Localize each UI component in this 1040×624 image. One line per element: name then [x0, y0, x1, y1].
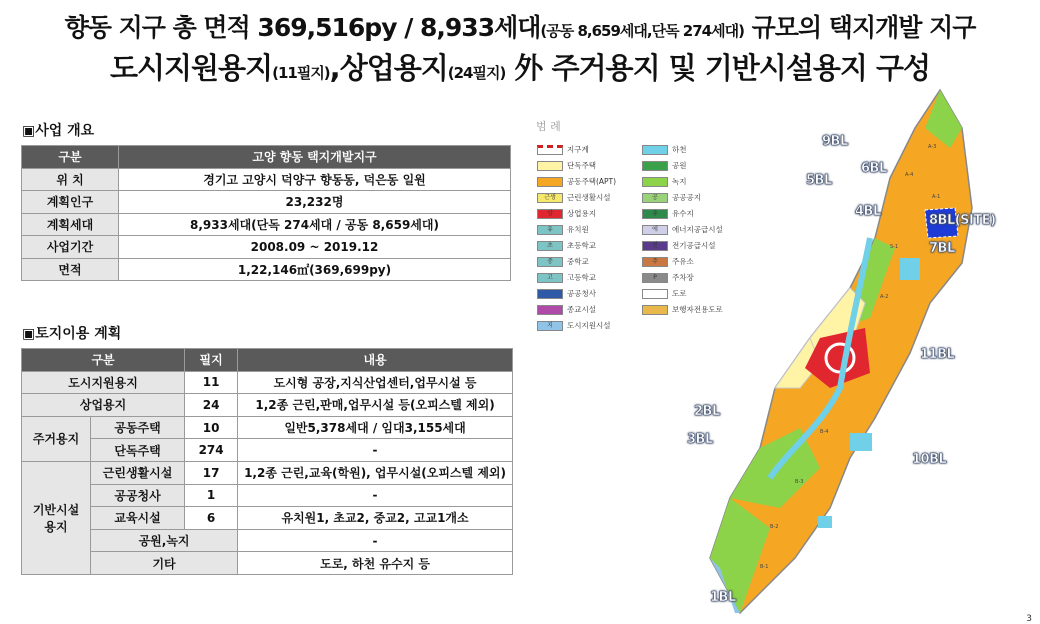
row-value: 2008.09 ~ 2019.12: [119, 236, 511, 259]
table-row: [22, 213, 511, 236]
row-content: 도로, 하천 유수지 등: [238, 552, 513, 575]
legend-label: 에너지공급시설: [672, 225, 723, 234]
school-block: [818, 516, 832, 528]
legend-swatch: [642, 145, 668, 155]
col-header: 필지: [185, 349, 238, 372]
map-zone-label: B-4: [820, 429, 829, 435]
row-value: 23,232명: [119, 191, 511, 214]
legend-item: [537, 208, 596, 220]
map-zone-label: B-1: [760, 564, 769, 570]
legend-swatch: [537, 161, 563, 171]
row-label: 면적: [22, 258, 119, 281]
legend-label: 종교시설: [567, 305, 596, 314]
row-label: 근린생활시설: [91, 461, 185, 484]
table-row: [22, 191, 511, 214]
legend-swatch: P: [642, 273, 668, 283]
title-line-2: 도시지원용지(11필지),상업용지(24필지) 外 주거용지 및 기반시설용지 구성: [110, 51, 930, 85]
legend-label: 공공공지: [672, 193, 701, 202]
map-zone-label: S-1: [890, 244, 899, 250]
legend-label: 녹지: [672, 177, 687, 186]
table-row: [22, 236, 511, 259]
block-label-5bl: 5BL: [806, 173, 832, 188]
row-value: 8,933세대(단독 274세대 / 공동 8,659세대): [119, 213, 511, 236]
row-label: 사업기간: [22, 236, 119, 259]
legend-item: [642, 160, 687, 172]
map-zone-label: A-4: [905, 172, 914, 178]
row-label: 상업용지: [22, 394, 185, 417]
legend-swatch: 상: [537, 209, 563, 219]
legend-item: [537, 320, 610, 332]
row-label: 공공청사: [91, 484, 185, 507]
legend-item: [537, 224, 589, 236]
map-zone-label: A-1: [932, 194, 941, 200]
overview-table: [21, 145, 511, 281]
legend-swatch: 고: [537, 273, 563, 283]
legend-item: [642, 272, 694, 284]
row-content: 1,2종 근린,판매,업무시설 등(오피스텔 제외): [238, 394, 513, 417]
legend-label: 상업용지: [567, 209, 596, 218]
row-label: 공동주택: [91, 416, 185, 439]
legend-item: [642, 176, 687, 188]
legend-item: [537, 288, 596, 300]
legend-label: 유치원: [567, 225, 589, 234]
row-value: 경기고 고양시 덕양구 향동동, 덕은동 일원: [119, 168, 511, 191]
legend-label: 주유소: [672, 257, 694, 266]
row-label: 교육시설: [91, 507, 185, 530]
row-content: 1,2종 근린,교육(학원), 업무시설(오피스텔 제외): [238, 461, 513, 484]
table-row: [22, 461, 513, 484]
legend-item: [537, 272, 596, 284]
row-label: 계획인구: [22, 191, 119, 214]
col-header: 내용: [238, 349, 513, 372]
row-count: 10: [185, 416, 238, 439]
group-label: 기반시설 용지: [22, 461, 91, 574]
block-label-1bl: 1BL: [710, 590, 736, 605]
legend-label: 고등학교: [567, 273, 596, 282]
school-block: [850, 433, 872, 451]
group-label: 주거용지: [22, 416, 91, 461]
legend-swatch: 초: [537, 241, 563, 251]
title-line-1: 향동 지구 총 면적 369,516py / 8,933세대(공동 8,659세대,단독 274세대) 규모의 택지개발 지구: [64, 13, 976, 42]
legend-swatch: 중: [537, 257, 563, 267]
row-label: 기타: [91, 552, 238, 575]
legend-label: 중학교: [567, 257, 589, 266]
block-label-7bl: 7BL: [929, 241, 955, 256]
legend-label: 공원: [672, 161, 687, 170]
school-block: [900, 258, 920, 280]
legend-item: [642, 144, 687, 156]
legend-item: [642, 256, 694, 268]
legend-item: [537, 192, 610, 204]
legend-item: [537, 160, 596, 172]
legend-item: [537, 304, 596, 316]
page-number: 3: [1026, 614, 1032, 624]
site-map: [700, 88, 1000, 618]
legend-swatch: 공: [642, 193, 668, 203]
row-content: 유치원1, 초교2, 중교2, 고교1개소: [238, 507, 513, 530]
legend-swatch: [642, 289, 668, 299]
landuse-heading: ▣토지이용 계획: [22, 326, 122, 342]
legend-swatch: 유: [642, 209, 668, 219]
block-label-11bl: 11BL: [920, 347, 955, 362]
legend-swatch: [642, 305, 668, 315]
legend-swatch: [537, 145, 563, 155]
table-row: [22, 507, 513, 530]
row-content: -: [238, 529, 513, 552]
row-content: -: [238, 484, 513, 507]
row-count: 1: [185, 484, 238, 507]
legend-label: 하천: [672, 145, 687, 154]
legend-label: 초등학교: [567, 241, 596, 250]
row-label: 위 치: [22, 168, 119, 191]
legend-swatch: [537, 177, 563, 187]
table-row: [22, 416, 513, 439]
legend-label: 공동주택(APT): [567, 177, 617, 186]
legend-title: 범 례: [536, 120, 561, 133]
table-row: [22, 371, 513, 394]
col-header: 구분: [22, 349, 185, 372]
row-count: 11: [185, 371, 238, 394]
legend-swatch: 주: [642, 257, 668, 267]
legend-item: [537, 240, 596, 252]
row-content: 일반5,378세대 / 임대3,155세대: [238, 416, 513, 439]
legend-item: [537, 256, 589, 268]
legend-swatch: 에: [642, 225, 668, 235]
legend-item: [642, 208, 694, 220]
col-header: 고양 향동 택지개발지구: [119, 146, 511, 169]
block-label-6bl: 6BL: [861, 161, 887, 176]
legend-item: [642, 192, 701, 204]
legend-swatch: [537, 305, 563, 315]
col-header: 구분: [22, 146, 119, 169]
map-zone-label: A-3: [928, 144, 937, 150]
map-zone-label: A-2: [880, 294, 889, 300]
landuse-table: [21, 348, 513, 575]
table-row: [22, 439, 513, 462]
legend-swatch: 지: [537, 321, 563, 331]
row-content: -: [238, 439, 513, 462]
legend-item: [537, 176, 616, 188]
row-count: 274: [185, 439, 238, 462]
legend-label: 유수지: [672, 209, 694, 218]
row-count: 17: [185, 461, 238, 484]
legend-swatch: 근생: [537, 193, 563, 203]
row-label: 계획세대: [22, 213, 119, 236]
legend-label: 보행자전용도로: [672, 305, 723, 314]
legend-swatch: [642, 177, 668, 187]
overview-heading: ▣사업 개요: [22, 123, 95, 139]
row-count: 6: [185, 507, 238, 530]
legend-label: 전기공급시설: [672, 241, 716, 250]
table-row: [22, 552, 513, 575]
block-label-8bl-site: 8BL(SITE): [929, 213, 996, 228]
row-label: 도시지원용지: [22, 371, 185, 394]
row-content: 도시형 공장,지식산업센터,업무시설 등: [238, 371, 513, 394]
legend-label: 지구계: [567, 145, 589, 154]
row-count: 24: [185, 394, 238, 417]
table-row: [22, 484, 513, 507]
row-label: 공원,녹지: [91, 529, 238, 552]
block-label-4bl: 4BL: [855, 204, 881, 219]
legend-swatch: 전: [642, 241, 668, 251]
map-zone-label: B-3: [795, 479, 804, 485]
block-label-9bl: 9BL: [822, 134, 848, 149]
legend-label: 공공청사: [567, 289, 596, 298]
legend-label: 도시지원시설: [567, 321, 611, 330]
map-zone-label: B-2: [770, 524, 779, 530]
legend-item: [642, 288, 687, 300]
legend-label: 주차장: [672, 273, 694, 282]
table-row: [22, 168, 511, 191]
table-row: [22, 394, 513, 417]
legend-label: 단독주택: [567, 161, 596, 170]
legend-label: 근린생활시설: [567, 193, 611, 202]
row-value: 1,22,146㎡(369,699py): [119, 258, 511, 281]
table-row: [22, 258, 511, 281]
legend-item: [537, 144, 589, 156]
legend-swatch: [642, 161, 668, 171]
table-row: [22, 529, 513, 552]
legend-swatch: 유: [537, 225, 563, 235]
block-label-10bl: 10BL: [912, 452, 947, 467]
legend-label: 도로: [672, 289, 687, 298]
block-label-2bl: 2BL: [694, 404, 720, 419]
legend-swatch: [537, 289, 563, 299]
block-label-3bl: 3BL: [687, 432, 713, 447]
row-label: 단독주택: [91, 439, 185, 462]
